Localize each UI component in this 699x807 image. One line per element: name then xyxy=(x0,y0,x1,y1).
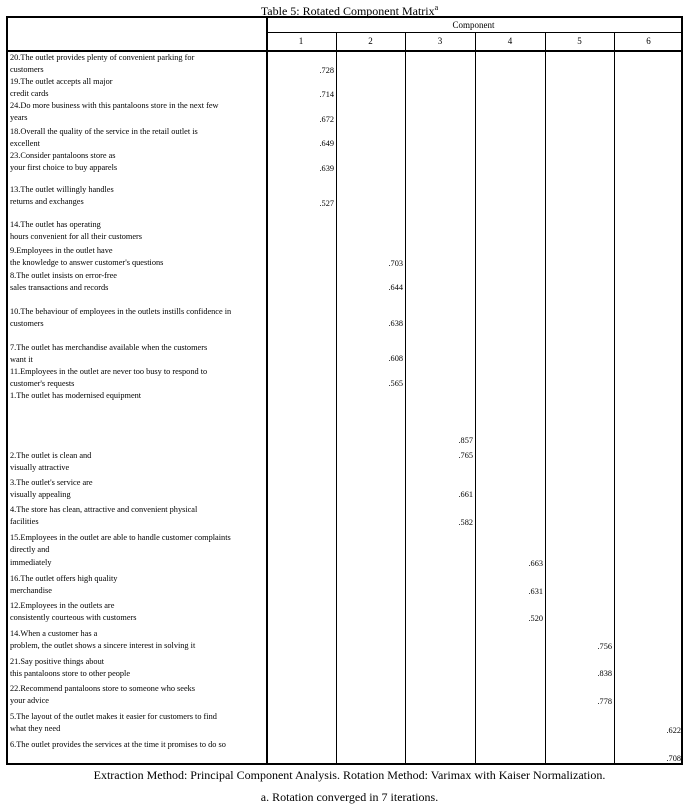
loading-value: .765 xyxy=(458,451,473,460)
component-column-header: 4 xyxy=(507,36,513,46)
row-label-line: 5.The layout of the outlet makes it easier for customers to find xyxy=(10,712,217,721)
row-label-line: 4.The store has clean, attractive and convenient physical xyxy=(10,505,198,514)
rotation-note: a. Rotation converged in 7 iterations. xyxy=(260,790,439,804)
row-label-line: 19.The outlet accepts all major xyxy=(10,77,113,86)
row-label-line: 10.The behaviour of employees in the outlets instills confidence in xyxy=(10,307,232,316)
row-label-line: problem, the outlet shows a sincere interest in solving it xyxy=(10,641,196,651)
row-label-line: 8.The outlet insists on error-free xyxy=(10,271,117,280)
loading-value: .756 xyxy=(597,642,612,651)
loading-value: .622 xyxy=(666,726,681,735)
loading-value: .527 xyxy=(319,199,334,208)
row-label-line: immediately xyxy=(10,557,52,567)
component-column-header: 2 xyxy=(368,36,373,46)
row-label xyxy=(10,711,265,736)
loading-value: .778 xyxy=(597,697,612,706)
row-label-line: 11.Employees in the outlet are never too busy to respond to xyxy=(10,367,208,376)
row-label xyxy=(10,656,265,681)
row-label-line: want it xyxy=(10,355,33,365)
row-label xyxy=(10,219,265,244)
column-divider xyxy=(336,33,337,763)
loading-value: .608 xyxy=(388,354,403,363)
row-label-line: sales transactions and records xyxy=(10,283,109,293)
component-column-header: 5 xyxy=(577,36,582,46)
loading-value: .631 xyxy=(528,587,543,596)
loading-value: .708 xyxy=(666,754,681,763)
loading-value: .857 xyxy=(458,436,473,445)
loading-value: .582 xyxy=(458,518,473,527)
row-label-line: customer's requests xyxy=(10,379,75,389)
rotated-component-matrix-table xyxy=(6,16,683,765)
row-label-line: 7.The outlet has merchandise available when the customers xyxy=(10,343,208,352)
component-column-header: 3 xyxy=(437,36,443,46)
loading-value: .644 xyxy=(388,283,403,292)
table-title-text: Table 5: Rotated Component Matrix xyxy=(260,4,435,18)
row-label xyxy=(10,52,265,77)
row-label-line: excellent xyxy=(10,139,40,149)
row-label xyxy=(10,739,265,751)
row-label-line: merchandise xyxy=(10,586,52,596)
row-label-line: hours convenient for all their customers xyxy=(10,232,143,242)
loading-value: .661 xyxy=(458,490,473,499)
row-label-line: 20.The outlet provides plenty of convenient parking for xyxy=(10,53,195,62)
row-label xyxy=(10,390,265,402)
row-label-line: 6.The outlet provides the services at the time it promises to do so xyxy=(10,740,226,749)
row-label-line: 15.Employees in the outlet are able to handle customer complaints xyxy=(10,533,231,542)
row-label-line: 24.Do more business with this pantaloons store in the next few xyxy=(10,101,219,110)
loading-value: .638 xyxy=(388,319,403,328)
row-label-line: 2.The outlet is clean and xyxy=(10,451,92,460)
row-label-line: 22.Recommend pantaloons store to someone who seeks xyxy=(10,684,196,693)
row-label xyxy=(10,184,265,209)
loading-value: .728 xyxy=(319,66,334,75)
component-group-header: Component xyxy=(452,20,495,30)
row-label-line: directly and xyxy=(10,545,50,555)
column-divider xyxy=(545,33,546,763)
row-label xyxy=(10,306,265,331)
row-label-line: 14.When a customer has a xyxy=(10,629,98,638)
row-label xyxy=(10,504,265,529)
row-label-line: the knowledge to answer customer's questions xyxy=(10,258,164,268)
column-divider xyxy=(614,33,615,763)
column-divider xyxy=(475,33,476,763)
row-label-line: your first choice to buy apparels xyxy=(10,163,118,173)
row-label-line: 14.The outlet has operating xyxy=(10,220,101,229)
row-label-line: facilities xyxy=(10,517,39,527)
row-label-line: 18.Overall the quality of the service in the retail outlet is xyxy=(10,127,198,136)
row-label xyxy=(10,270,265,295)
row-label-line: 23.Consider pantaloons store as xyxy=(10,151,116,160)
row-label-line: this pantaloons store to other people xyxy=(10,669,131,679)
row-label-line: 3.The outlet's service are xyxy=(10,478,93,487)
loading-value: .663 xyxy=(528,559,543,568)
loading-value: .672 xyxy=(319,115,334,124)
row-label-line: credit cards xyxy=(10,89,49,99)
row-label xyxy=(10,366,265,391)
row-label-line: 13.The outlet willingly handles xyxy=(10,185,114,194)
row-label xyxy=(10,532,265,569)
row-label-line: 1.The outlet has modernised equipment xyxy=(10,391,142,400)
loading-value: .714 xyxy=(319,90,334,99)
row-label xyxy=(10,100,265,125)
row-label xyxy=(10,150,265,175)
row-label-line: your advice xyxy=(10,696,49,706)
component-column-header: 6 xyxy=(646,36,651,46)
row-label xyxy=(10,342,265,367)
row-label xyxy=(10,628,265,653)
row-label xyxy=(10,126,265,151)
column-divider xyxy=(405,33,406,763)
loading-value: .838 xyxy=(597,669,612,678)
row-label-line: 12.Employees in the outlets are xyxy=(10,601,115,610)
row-label-line: years xyxy=(10,113,28,123)
row-label-line: customers xyxy=(10,319,44,329)
loading-value: .703 xyxy=(388,259,403,268)
row-label xyxy=(10,573,265,598)
loading-value: .649 xyxy=(319,139,334,148)
row-label-line: customers xyxy=(10,65,44,75)
title-footnote-marker: a xyxy=(434,3,439,12)
row-label-line: 21.Say positive things about xyxy=(10,657,105,666)
label-column-divider xyxy=(266,18,268,763)
row-label xyxy=(10,600,265,625)
row-label-line: what they need xyxy=(10,724,61,734)
loading-value: .520 xyxy=(528,614,543,623)
row-label-line: returns and exchanges xyxy=(10,197,84,207)
row-label-line: consistently courteous with customers xyxy=(10,613,137,623)
extraction-method-note: Extraction Method: Principal Component Analysis. Rotation Method: Varimax with Kaiser Normalization. xyxy=(93,768,606,782)
component-column-header: 1 xyxy=(298,36,304,46)
row-label xyxy=(10,245,265,270)
row-label-line: visually attractive xyxy=(10,463,70,473)
loading-value: .565 xyxy=(388,379,403,388)
row-label xyxy=(10,450,265,475)
row-label xyxy=(10,76,265,101)
row-label-line: 16.The outlet offers high quality xyxy=(10,574,118,583)
row-label xyxy=(10,683,265,708)
loading-value: .639 xyxy=(319,164,334,173)
row-label-line: 9.Employees in the outlet have xyxy=(10,246,113,255)
row-label-line: visually appealing xyxy=(10,490,71,500)
row-label xyxy=(10,477,265,502)
header-group-divider xyxy=(266,32,681,33)
